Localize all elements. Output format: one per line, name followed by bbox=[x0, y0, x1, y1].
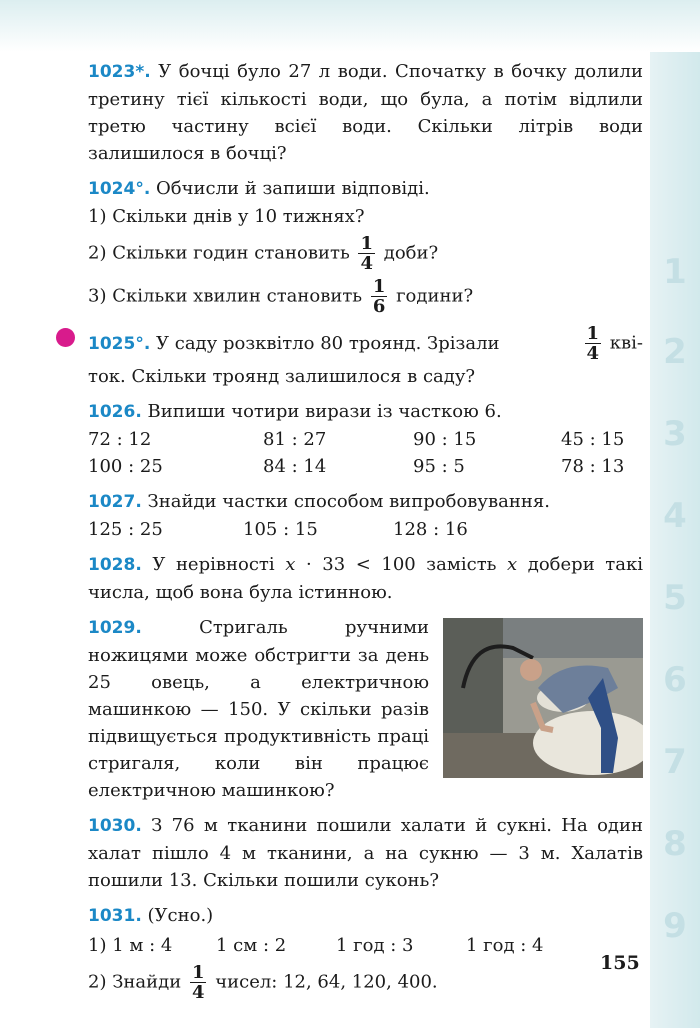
expression-grid bbox=[88, 426, 643, 480]
expression: 105 : 15 bbox=[243, 519, 318, 540]
sidebar-number: 5 bbox=[663, 578, 687, 618]
problem-text: · 33 < 100 замість bbox=[305, 554, 497, 575]
difficulty-bullet-icon bbox=[56, 328, 75, 347]
expression: 45 : 15 bbox=[561, 429, 625, 450]
expression: 100 : 25 bbox=[88, 456, 163, 477]
question-line bbox=[88, 277, 643, 316]
problem-1028 bbox=[88, 551, 643, 606]
problem-1031 bbox=[88, 902, 643, 1002]
question-text: 2) Знайди bbox=[88, 971, 182, 993]
expression: 128 : 16 bbox=[393, 519, 468, 540]
problem-number: 1024°. bbox=[88, 179, 151, 199]
sidebar-number: 9 bbox=[663, 906, 687, 946]
expression-grid bbox=[88, 516, 643, 543]
expression: 1 см : 2 bbox=[216, 935, 287, 956]
problem-text: (Усно.) bbox=[147, 905, 214, 926]
problem-1023 bbox=[88, 58, 643, 167]
expression: 90 : 15 bbox=[413, 429, 477, 450]
question-text: 3) Скільки хвилин становить bbox=[88, 285, 363, 307]
question-text: години? bbox=[396, 285, 474, 307]
problem-text: кві- bbox=[609, 332, 643, 354]
expression: 84 : 14 bbox=[263, 456, 327, 477]
numerator: 1 bbox=[586, 323, 600, 344]
fraction bbox=[585, 324, 602, 363]
sidebar-number: 4 bbox=[663, 496, 687, 536]
numerator: 1 bbox=[372, 276, 386, 297]
question-text: доби? bbox=[383, 242, 439, 264]
sidebar-number: 6 bbox=[663, 660, 687, 700]
question-text: 2) Скільки годин становить bbox=[88, 242, 350, 264]
sidebar-number: 8 bbox=[663, 824, 687, 864]
sidebar-number: 3 bbox=[663, 414, 687, 454]
fraction bbox=[371, 277, 388, 316]
problem-number: 1028. bbox=[88, 555, 142, 575]
fraction bbox=[190, 963, 207, 1002]
sidebar-number: 1 bbox=[663, 252, 687, 292]
expression: 1 год : 4 bbox=[466, 935, 544, 956]
page-number: 155 bbox=[600, 952, 640, 974]
denominator: 4 bbox=[586, 343, 600, 364]
problem-text: З 76 м тканини пошили халати й сукні. На один халат пішло 4 м тканини, а на сукню — 3 м. Халатів пошили 13. Скільки пошили суконь? bbox=[88, 815, 643, 891]
numerator: 1 bbox=[191, 962, 205, 983]
numerator: 1 bbox=[360, 233, 374, 254]
top-band bbox=[0, 0, 700, 52]
problem-number: 1025°. bbox=[88, 333, 151, 354]
question-line bbox=[88, 963, 643, 1002]
expression: 95 : 5 bbox=[413, 456, 465, 477]
sidebar-number: 2 bbox=[663, 332, 687, 372]
sheep-shearing-photo bbox=[443, 618, 643, 778]
variable: x bbox=[507, 554, 518, 575]
question-text: чисел: 12, 64, 120, 400. bbox=[215, 971, 438, 993]
question-line bbox=[88, 234, 643, 273]
problem-number: 1031. bbox=[88, 906, 142, 926]
expression: 72 : 12 bbox=[88, 429, 152, 450]
problem-text: ток. Скільки троянд залишилося в саду? bbox=[88, 366, 476, 387]
problem-text: У бочці було 27 л води. Спочатку в бочку долили третину тієї кількості води, що була, а потім відлили третю частину всієї води. Скільки літрів води залишилося в бочці? bbox=[88, 61, 643, 164]
denominator: 4 bbox=[360, 253, 374, 274]
problem-text: Знайди частки способом випробовування. bbox=[147, 491, 550, 512]
expression: 125 : 25 bbox=[88, 519, 163, 540]
problem-text: У нерівності bbox=[152, 554, 275, 575]
problem-number: 1026. bbox=[88, 402, 142, 422]
problem-1029 bbox=[88, 614, 643, 804]
sidebar-number: 7 bbox=[663, 742, 687, 782]
expression-row bbox=[88, 932, 643, 959]
fraction bbox=[358, 234, 375, 273]
problem-1030 bbox=[88, 812, 643, 894]
problem-text: Стригаль ручними ножицями може обстригти за день 25 овець, а електричною машинкою — 150. У скільки разів підвищується продуктивність праці стригаля, коли він працює електричною машинкою? bbox=[88, 617, 429, 801]
problem-number: 1023*. bbox=[88, 62, 151, 82]
denominator: 4 bbox=[191, 982, 205, 1003]
problem-1027 bbox=[88, 488, 643, 543]
expression: 1 год : 3 bbox=[336, 935, 414, 956]
chapter-sidebar bbox=[650, 52, 700, 1028]
page-content bbox=[88, 58, 643, 1010]
problem-text: Обчисли й запиши відповіді. bbox=[156, 178, 430, 199]
problem-1026 bbox=[88, 398, 643, 480]
problem-number: 1027. bbox=[88, 492, 142, 512]
expression: 78 : 13 bbox=[561, 456, 625, 477]
problem-text: У саду розквітло 80 троянд. Зрізали bbox=[156, 332, 500, 354]
question-line: 1) Скільки днів у 10 тижнях? bbox=[88, 206, 365, 227]
problem-number: 1030. bbox=[88, 816, 142, 836]
problem-number: 1029. bbox=[88, 618, 142, 638]
variable: x bbox=[285, 554, 296, 575]
problem-1025 bbox=[88, 324, 643, 390]
expression: 1) 1 м : 4 bbox=[88, 935, 173, 956]
problem-line bbox=[88, 324, 643, 363]
denominator: 6 bbox=[372, 296, 386, 317]
problem-text: добери такі числа, щоб вона була істинною. bbox=[88, 554, 643, 603]
expression: 81 : 27 bbox=[263, 429, 327, 450]
problem-1024 bbox=[88, 175, 643, 316]
problem-text: Випиши чотири вирази із часткою 6. bbox=[147, 401, 502, 422]
